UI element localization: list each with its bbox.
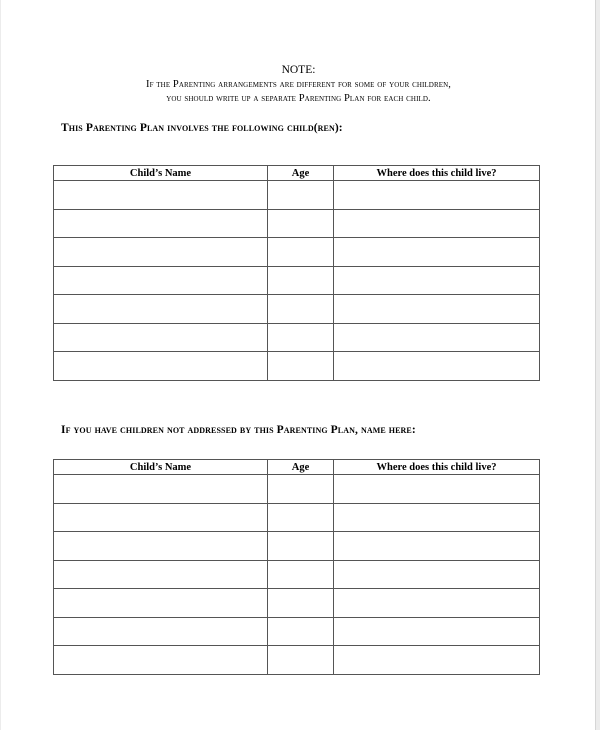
cell-where-child-lives[interactable]: [334, 238, 540, 267]
cell-childs-name[interactable]: [54, 560, 268, 589]
section-heading-other-children: If you have children not addressed by this Parenting Plan, name here:: [61, 424, 416, 436]
cell-childs-name[interactable]: [54, 589, 268, 618]
table-row: [54, 266, 540, 295]
cell-age[interactable]: [268, 238, 334, 267]
cell-where-child-lives[interactable]: [334, 209, 540, 238]
cell-age[interactable]: [268, 560, 334, 589]
note-line-1: If the Parenting arrangements are different for some of your children,: [145, 79, 451, 90]
cell-where-child-lives[interactable]: [334, 323, 540, 352]
cell-age[interactable]: [268, 646, 334, 675]
column-header-where-child-lives: Where does this child live?: [334, 460, 540, 475]
table-row: [54, 323, 540, 352]
cell-age[interactable]: [268, 352, 334, 381]
cell-childs-name[interactable]: [54, 532, 268, 561]
cell-childs-name[interactable]: [54, 475, 268, 504]
cell-where-child-lives[interactable]: [334, 181, 540, 210]
cell-childs-name[interactable]: [54, 617, 268, 646]
document-page: [1, 0, 596, 730]
cell-age[interactable]: [268, 323, 334, 352]
cell-childs-name[interactable]: [54, 266, 268, 295]
table-row: [54, 209, 540, 238]
cell-childs-name[interactable]: [54, 646, 268, 675]
table-row: [54, 617, 540, 646]
table-header-row: [54, 460, 540, 475]
cell-where-child-lives[interactable]: [334, 560, 540, 589]
table-row: [54, 646, 540, 675]
cell-where-child-lives[interactable]: [334, 617, 540, 646]
table-row: [54, 181, 540, 210]
cell-where-child-lives[interactable]: [334, 352, 540, 381]
note-line-2: you should write up a separate Parenting Plan for each child.: [166, 93, 431, 104]
table-row: [54, 475, 540, 504]
cell-childs-name[interactable]: [54, 295, 268, 324]
cell-age[interactable]: [268, 295, 334, 324]
cell-childs-name[interactable]: [54, 503, 268, 532]
cell-age[interactable]: [268, 589, 334, 618]
table-row: [54, 295, 540, 324]
cell-where-child-lives[interactable]: [334, 475, 540, 504]
cell-age[interactable]: [268, 475, 334, 504]
cell-age[interactable]: [268, 209, 334, 238]
table-row: [54, 238, 540, 267]
column-header-age: Age: [268, 460, 334, 475]
cell-age[interactable]: [268, 617, 334, 646]
column-header-childs-name: Child’s Name: [54, 460, 268, 475]
column-header-age: Age: [268, 166, 334, 181]
table-header-row: [54, 166, 540, 181]
cell-childs-name[interactable]: [54, 181, 268, 210]
section-heading-involved-children: This Parenting Plan involves the following child(ren):: [61, 122, 343, 134]
table-row: [54, 589, 540, 618]
cell-age[interactable]: [268, 266, 334, 295]
note-title-text: NOTE: [281, 64, 313, 76]
column-header-where-child-lives: Where does this child live?: [334, 166, 540, 181]
table-row: [54, 503, 540, 532]
cell-where-child-lives[interactable]: [334, 503, 540, 532]
cell-childs-name[interactable]: [54, 238, 268, 267]
cell-childs-name[interactable]: [54, 352, 268, 381]
cell-age[interactable]: [268, 181, 334, 210]
cell-where-child-lives[interactable]: [334, 295, 540, 324]
cell-childs-name[interactable]: [54, 209, 268, 238]
column-header-childs-name: Child’s Name: [54, 166, 268, 181]
table-row: [54, 532, 540, 561]
cell-where-child-lives[interactable]: [334, 266, 540, 295]
table-row: [54, 352, 540, 381]
cell-where-child-lives[interactable]: [334, 646, 540, 675]
note-title-colon: :: [312, 64, 316, 76]
cell-where-child-lives[interactable]: [334, 589, 540, 618]
cell-where-child-lives[interactable]: [334, 532, 540, 561]
cell-age[interactable]: [268, 503, 334, 532]
other-children-table: [53, 459, 540, 675]
cell-childs-name[interactable]: [54, 323, 268, 352]
cell-age[interactable]: [268, 532, 334, 561]
table-row: [54, 560, 540, 589]
children-table: [53, 165, 540, 381]
note-title: [1, 64, 596, 76]
